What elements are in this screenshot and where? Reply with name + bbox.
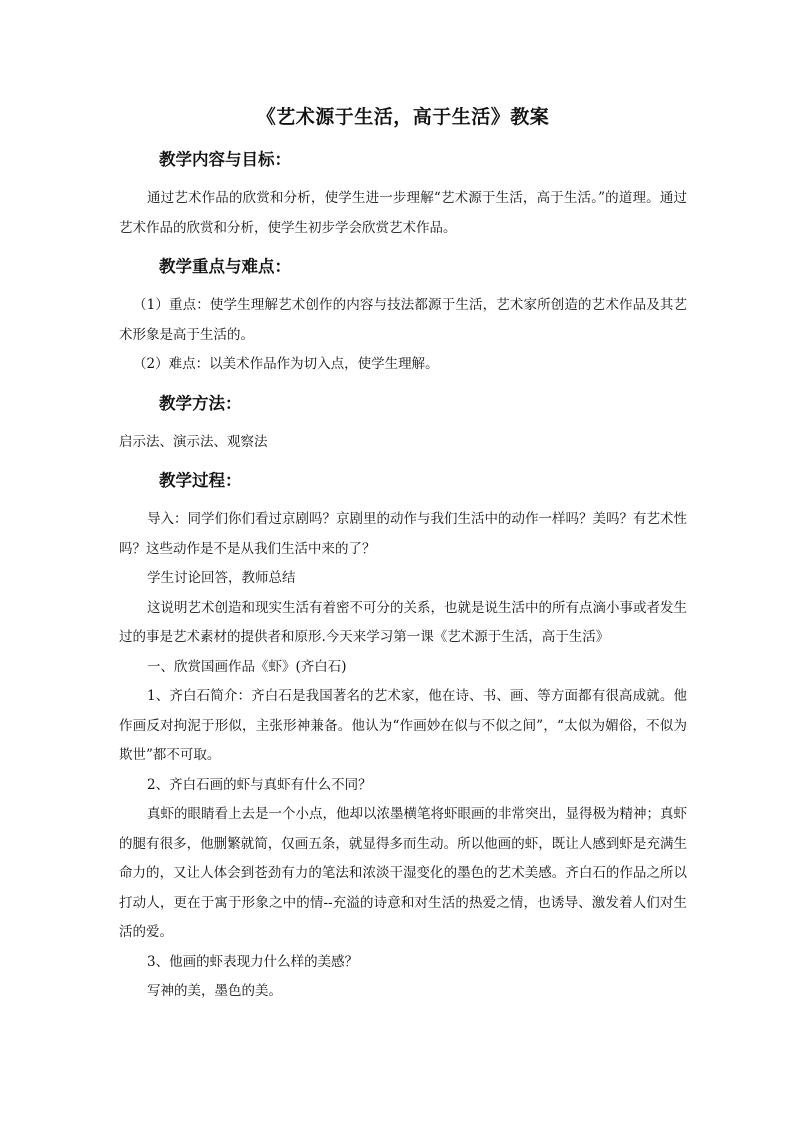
paragraph-question-two: 2、齐白石画的虾与真虾有什么不同？: [147, 776, 372, 793]
paragraph-keypoint-focus: （1）重点：使学生理解艺术创作的内容与技法都源于生活，艺术家所创造的艺术作品及其艺术形象是高于生活的。: [119, 297, 687, 343]
document-page: [119, 104, 687, 1007]
heading-goals: 教学内容与目标：: [159, 150, 291, 169]
paragraph-section-one: 一、欣赏国画作品《虾》(齐白石): [147, 658, 347, 675]
heading-keypoints: 教学重点与难点：: [159, 257, 291, 276]
paragraph-discussion: 学生讨论回答，教师总结: [147, 570, 296, 586]
paragraph-qi-baishi-intro: 1、齐白石简介：齐白石是我国著名的艺术家，他在诗、书、画、等方面都有很高成就。他作画反对拘泥于形似，主张形神兼备。他认为“作画妙在似与不似之间”，“太似为媚俗，不似为欺世”都不可取。: [119, 688, 687, 763]
paragraph-question-three: 3、他画的虾表现力什么样的美感？: [147, 953, 359, 970]
heading-process: 教学过程：: [159, 471, 242, 490]
paragraph-explanation: 这说明艺术创造和现实生活有着密不可分的关系，也就是说生活中的所有点滴小事或者发生过的事是艺术素材的提供者和原形.今天来学习第一课《艺术源于生活，高于生活》: [119, 599, 687, 645]
document-title: 《艺术源于生活，高于生活》教案: [256, 106, 550, 128]
paragraph-shrimp-analysis: 真虾的眼睛看上去是一个小点，他却以浓墨横笔将虾眼画的非常突出，显得极为精神；真虾的腿有很多，他删繁就简，仅画五条，就显得多而生动。所以他画的虾，既让人感到虾是充满生命力的，又让人体会到苍劲有力的笔法和浓淡干湿变化的墨色的艺术美感。齐白石的作品之所以打动人，更在于寓于形象之中的情--充溢的诗意和对生活的热爱之情，也诱导、激发着人们对生活的爱。: [119, 806, 687, 940]
paragraph-goals: 通过艺术作品的欣赏和分析，使学生进一步理解“艺术源于生活，高于生活。”的道理。通过艺术作品的欣赏和分析，使学生初步学会欣赏艺术作品。: [119, 190, 687, 236]
paragraph-keypoint-difficulty: （2）难点：以美术作品作为切入点，使学生理解。: [133, 356, 439, 372]
paragraph-beauty-answer: 写神的美，墨色的美。: [147, 983, 282, 999]
heading-methods: 教学方法：: [159, 393, 242, 413]
paragraph-intro: 导入：同学们你们看过京剧吗？京剧里的动作与我们生活中的动作一样吗？美吗？有艺术性吗？这些动作是不是从我们生活中来的了？: [119, 511, 687, 557]
paragraph-methods: 启示法、演示法、观察法: [119, 433, 268, 450]
